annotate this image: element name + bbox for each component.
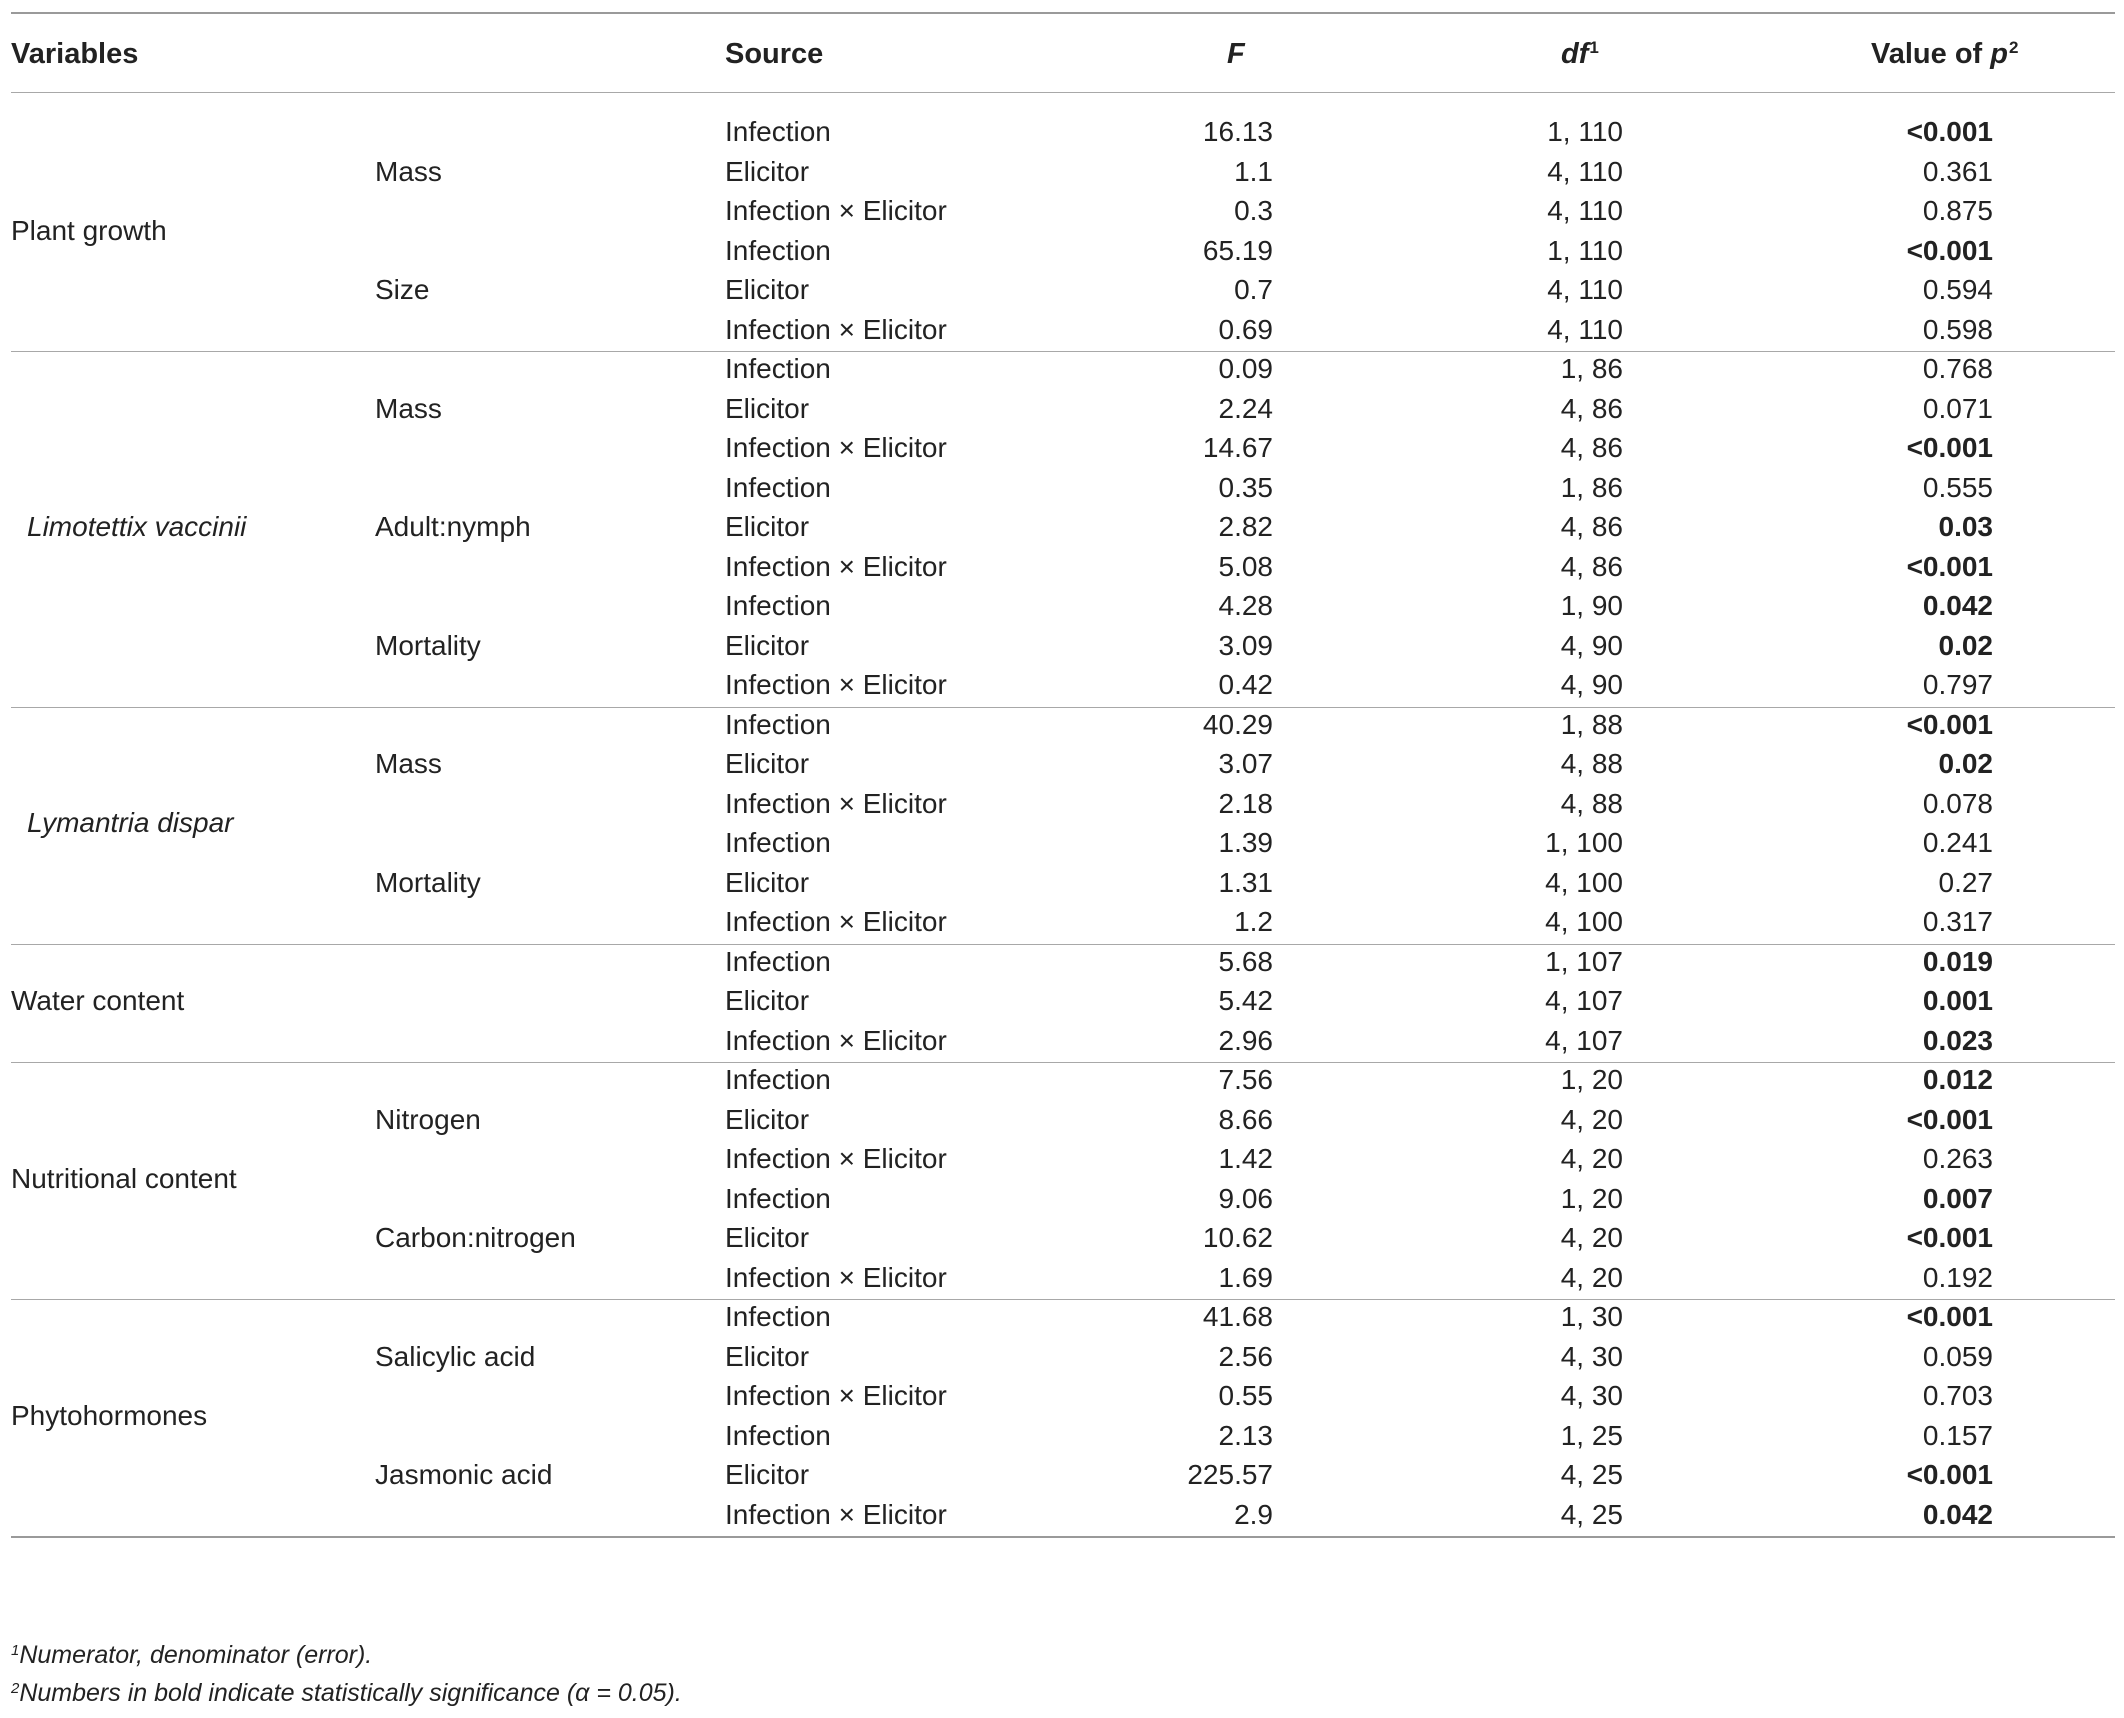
cell-df-value: 4, 30 <box>1560 1380 1623 1411</box>
cell-p-value: <0.001 <box>1906 432 1993 463</box>
cell-df-value: 4, 88 <box>1560 787 1623 819</box>
header-p-footnote-mark: 2 <box>2008 38 2019 57</box>
header-p-prefix: Value of <box>1871 38 1991 70</box>
cell-p-value: 0.042 <box>1922 590 1993 621</box>
cell-df-value: 4, 110 <box>1547 155 1623 187</box>
group-label: Phytohormones <box>11 1399 208 1431</box>
cell-source: Infection <box>725 827 831 858</box>
cell-df-value: 4, 90 <box>1560 629 1623 661</box>
cell-p-value: 0.768 <box>1922 353 1993 384</box>
cell-source: Infection <box>725 1419 831 1451</box>
cell-df-value: 1, 20 <box>1560 1064 1623 1095</box>
cell-df-value: 1, 100 <box>1545 827 1623 858</box>
subgroup-label: Mass <box>375 155 442 187</box>
cell-p-value: 0.019 <box>1922 945 1993 977</box>
subgroup-label: Mass <box>375 392 442 424</box>
footnote-2-text: Numbers in bold indicate statistically significance (α = 0.05). <box>19 1679 682 1707</box>
cell-f-value: 2.13 <box>1218 1419 1273 1451</box>
subgroup-label: Mortality <box>375 866 481 898</box>
header-df-footnote-mark: 1 <box>1589 38 1599 57</box>
cell-df-value: 4, 100 <box>1545 866 1623 898</box>
cell-source: Elicitor <box>725 985 810 1016</box>
cell-p-value: 0.703 <box>1922 1380 1993 1411</box>
cell-df-value: 1, 86 <box>1560 471 1623 503</box>
cell-df-value: 1, 25 <box>1560 1419 1623 1451</box>
header-df-text: df <box>1561 38 1589 70</box>
cell-df-value: 4, 90 <box>1560 669 1623 700</box>
cell-p-value: 0.02 <box>1938 629 1993 661</box>
cell-p-value: 0.042 <box>1922 1498 1993 1530</box>
subgroup-label: Mass <box>375 748 442 779</box>
cell-df-value: 1, 107 <box>1545 945 1623 977</box>
cell-f-value: 41.68 <box>1202 1301 1273 1332</box>
cell-f-value: 225.57 <box>1187 1459 1273 1490</box>
cell-source: Elicitor <box>725 748 810 779</box>
cell-f-value: 16.13 <box>1202 116 1273 147</box>
group-separator-rule <box>11 1299 2115 1300</box>
subgroup-label: Carbon:nitrogen <box>375 1222 576 1253</box>
cell-source: Infection <box>725 353 831 384</box>
cell-f-value: 1.1 <box>1234 155 1273 187</box>
cell-f-value: 1.42 <box>1218 1143 1273 1174</box>
cell-f-value: 4.28 <box>1218 590 1273 621</box>
cell-source: Infection <box>725 590 831 621</box>
cell-df-value: 4, 86 <box>1560 511 1623 542</box>
header-variables: Variables <box>11 38 139 70</box>
cell-f-value: 7.56 <box>1218 1064 1273 1095</box>
anova-table <box>11 12 2115 1626</box>
cell-df-value: 4, 20 <box>1560 1222 1623 1253</box>
cell-f-value: 3.07 <box>1218 748 1273 779</box>
cell-f-value: 2.24 <box>1218 392 1273 424</box>
cell-f-value: 3.09 <box>1218 629 1273 661</box>
cell-df-value: 4, 25 <box>1560 1459 1623 1490</box>
table-top-rule <box>11 12 2115 14</box>
cell-df-value: 4, 30 <box>1560 1340 1623 1372</box>
cell-source: Elicitor <box>725 1103 810 1135</box>
subgroup-label: Mortality <box>375 629 481 661</box>
cell-p-value: 0.263 <box>1922 1143 1993 1174</box>
header-f: F <box>1227 38 1245 70</box>
cell-p-value: <0.001 <box>1906 116 1993 147</box>
cell-p-value: 0.555 <box>1922 471 1993 503</box>
cell-f-value: 5.68 <box>1218 945 1273 977</box>
cell-f-value: 65.19 <box>1202 234 1273 266</box>
cell-f-value: 0.69 <box>1218 313 1273 345</box>
cell-f-value: 9.06 <box>1218 1182 1273 1214</box>
cell-source: Infection <box>725 234 831 266</box>
cell-df-value: 1, 110 <box>1547 116 1623 147</box>
cell-source: Infection <box>725 471 831 503</box>
subgroup-label: Size <box>375 274 430 305</box>
header-source: Source <box>725 38 824 70</box>
cell-p-value: 0.797 <box>1922 669 1993 700</box>
cell-source: Elicitor <box>725 1222 810 1253</box>
cell-f-value: 0.55 <box>1218 1380 1273 1411</box>
cell-df-value: 4, 100 <box>1545 906 1623 937</box>
cell-df-value: 4, 88 <box>1560 748 1623 779</box>
footnote-1-text: Numerator, denominator (error). <box>19 1641 373 1669</box>
cell-source: Elicitor <box>725 511 810 542</box>
cell-p-value: <0.001 <box>1906 234 1993 266</box>
cell-df-value: 1, 90 <box>1560 590 1623 621</box>
cell-p-value: <0.001 <box>1906 708 1993 740</box>
group-label: Limotettix vaccinii <box>27 511 247 542</box>
cell-source: Infection <box>725 1182 831 1214</box>
cell-p-value: 0.875 <box>1922 195 1993 226</box>
cell-p-value: <0.001 <box>1906 1459 1993 1490</box>
cell-p-value: 0.078 <box>1922 787 1993 819</box>
header-df <box>1561 34 1599 74</box>
cell-p-value: 0.03 <box>1938 511 1993 542</box>
cell-p-value: 0.012 <box>1922 1064 1993 1095</box>
cell-f-value: 2.18 <box>1218 787 1273 819</box>
cell-p-value: <0.001 <box>1906 1103 1993 1135</box>
cell-f-value: 2.56 <box>1218 1340 1273 1372</box>
cell-f-value: 2.9 <box>1234 1498 1273 1530</box>
group-separator-rule <box>11 707 2115 708</box>
group-separator-rule <box>11 1062 2115 1063</box>
cell-source: Elicitor <box>725 866 810 898</box>
cell-source: Elicitor <box>725 629 810 661</box>
cell-source: Infection × Elicitor <box>725 1261 947 1293</box>
cell-p-value: 0.361 <box>1922 155 1993 187</box>
cell-p-value: 0.001 <box>1922 985 1993 1016</box>
footnote-1 <box>11 1636 2115 1674</box>
subgroup-label: Jasmonic acid <box>375 1459 553 1490</box>
cell-source: Infection <box>725 1301 831 1332</box>
cell-f-value: 0.35 <box>1218 471 1273 503</box>
subgroup-label: Nitrogen <box>375 1103 481 1135</box>
table-bottom-rule <box>11 1536 2115 1538</box>
group-label: Water content <box>11 985 185 1016</box>
cell-source: Elicitor <box>725 1459 810 1490</box>
cell-p-value: 0.059 <box>1922 1340 1993 1372</box>
cell-p-value: 0.598 <box>1922 313 1993 345</box>
header-bottom-rule <box>11 92 2115 93</box>
cell-df-value: 1, 30 <box>1560 1301 1623 1332</box>
cell-df-value: 4, 20 <box>1560 1261 1623 1293</box>
cell-df-value: 4, 107 <box>1545 985 1623 1016</box>
cell-df-value: 1, 86 <box>1560 353 1623 384</box>
cell-f-value: 8.66 <box>1218 1103 1273 1135</box>
cell-f-value: 1.39 <box>1218 827 1273 858</box>
cell-p-value: <0.001 <box>1906 1301 1993 1332</box>
cell-f-value: 14.67 <box>1202 432 1273 463</box>
cell-p-value: 0.02 <box>1938 748 1993 779</box>
subgroup-label: Adult:nymph <box>375 511 531 542</box>
cell-f-value: 0.42 <box>1218 669 1273 700</box>
group-label: Nutritional content <box>11 1162 237 1194</box>
cell-p-value: 0.071 <box>1922 392 1993 424</box>
cell-df-value: 4, 86 <box>1560 432 1623 463</box>
cell-p-value: <0.001 <box>1906 550 1993 582</box>
cell-p-value: 0.27 <box>1938 866 1993 898</box>
cell-p-value: 0.157 <box>1922 1419 1993 1451</box>
cell-source: Elicitor <box>725 392 810 424</box>
cell-f-value: 40.29 <box>1202 708 1273 740</box>
cell-f-value: 0.7 <box>1234 274 1273 305</box>
cell-p-value: <0.001 <box>1906 1222 1993 1253</box>
cell-source: Infection × Elicitor <box>725 1024 947 1056</box>
cell-source: Infection × Elicitor <box>725 195 947 226</box>
cell-df-value: 4, 20 <box>1560 1143 1623 1174</box>
subgroup-label: Salicylic acid <box>375 1340 536 1372</box>
cell-p-value: 0.192 <box>1922 1261 1993 1293</box>
cell-f-value: 5.42 <box>1218 985 1273 1016</box>
cell-df-value: 4, 110 <box>1547 313 1623 345</box>
header-p-value <box>1871 34 2018 74</box>
cell-f-value: 0.09 <box>1218 353 1273 384</box>
cell-p-value: 0.317 <box>1922 906 1993 937</box>
cell-source: Elicitor <box>725 274 810 305</box>
cell-f-value: 1.69 <box>1218 1261 1273 1293</box>
cell-source: Infection <box>725 1064 831 1095</box>
cell-source: Infection × Elicitor <box>725 787 947 819</box>
cell-df-value: 4, 110 <box>1547 274 1623 305</box>
cell-f-value: 2.82 <box>1218 511 1273 542</box>
cell-p-value: 0.241 <box>1922 827 1993 858</box>
cell-f-value: 1.2 <box>1234 906 1273 937</box>
cell-df-value: 4, 107 <box>1545 1024 1623 1056</box>
cell-source: Infection × Elicitor <box>725 1143 947 1174</box>
header-p-italic: p <box>1990 38 2008 70</box>
cell-f-value: 0.3 <box>1234 195 1273 226</box>
cell-df-value: 4, 25 <box>1560 1498 1623 1530</box>
cell-source: Elicitor <box>725 155 810 187</box>
footnote-1-mark: 1 <box>11 1642 20 1659</box>
cell-source: Infection × Elicitor <box>725 669 947 700</box>
cell-p-value: 0.023 <box>1922 1024 1993 1056</box>
group-label: Plant growth <box>11 214 167 246</box>
cell-f-value: 5.08 <box>1218 550 1273 582</box>
cell-f-value: 2.96 <box>1218 1024 1273 1056</box>
group-separator-rule <box>11 351 2115 352</box>
footnotes <box>11 1636 2115 1712</box>
cell-source: Infection <box>725 708 831 740</box>
cell-df-value: 4, 110 <box>1547 195 1623 226</box>
cell-source: Infection × Elicitor <box>725 432 947 463</box>
cell-p-value: 0.007 <box>1922 1182 1993 1214</box>
cell-df-value: 1, 88 <box>1560 708 1623 740</box>
cell-df-value: 4, 86 <box>1560 392 1623 424</box>
cell-source: Infection <box>725 945 831 977</box>
cell-source: Elicitor <box>725 1340 810 1372</box>
cell-source: Infection × Elicitor <box>725 550 947 582</box>
footnote-2-mark: 2 <box>11 1680 20 1697</box>
footnote-2 <box>11 1674 2115 1712</box>
cell-df-value: 1, 20 <box>1560 1182 1623 1214</box>
cell-df-value: 1, 110 <box>1547 234 1623 266</box>
cell-source: Infection × Elicitor <box>725 906 947 937</box>
group-separator-rule <box>11 944 2115 945</box>
cell-df-value: 4, 20 <box>1560 1103 1623 1135</box>
cell-p-value: 0.594 <box>1922 274 1993 305</box>
cell-df-value: 4, 86 <box>1560 550 1623 582</box>
cell-source: Infection <box>725 116 831 147</box>
group-label: Lymantria dispar <box>27 807 234 839</box>
cell-f-value: 10.62 <box>1202 1222 1273 1253</box>
cell-source: Infection × Elicitor <box>725 313 947 345</box>
cell-source: Infection × Elicitor <box>725 1498 947 1530</box>
cell-source: Infection × Elicitor <box>725 1380 947 1411</box>
cell-f-value: 1.31 <box>1218 866 1273 898</box>
